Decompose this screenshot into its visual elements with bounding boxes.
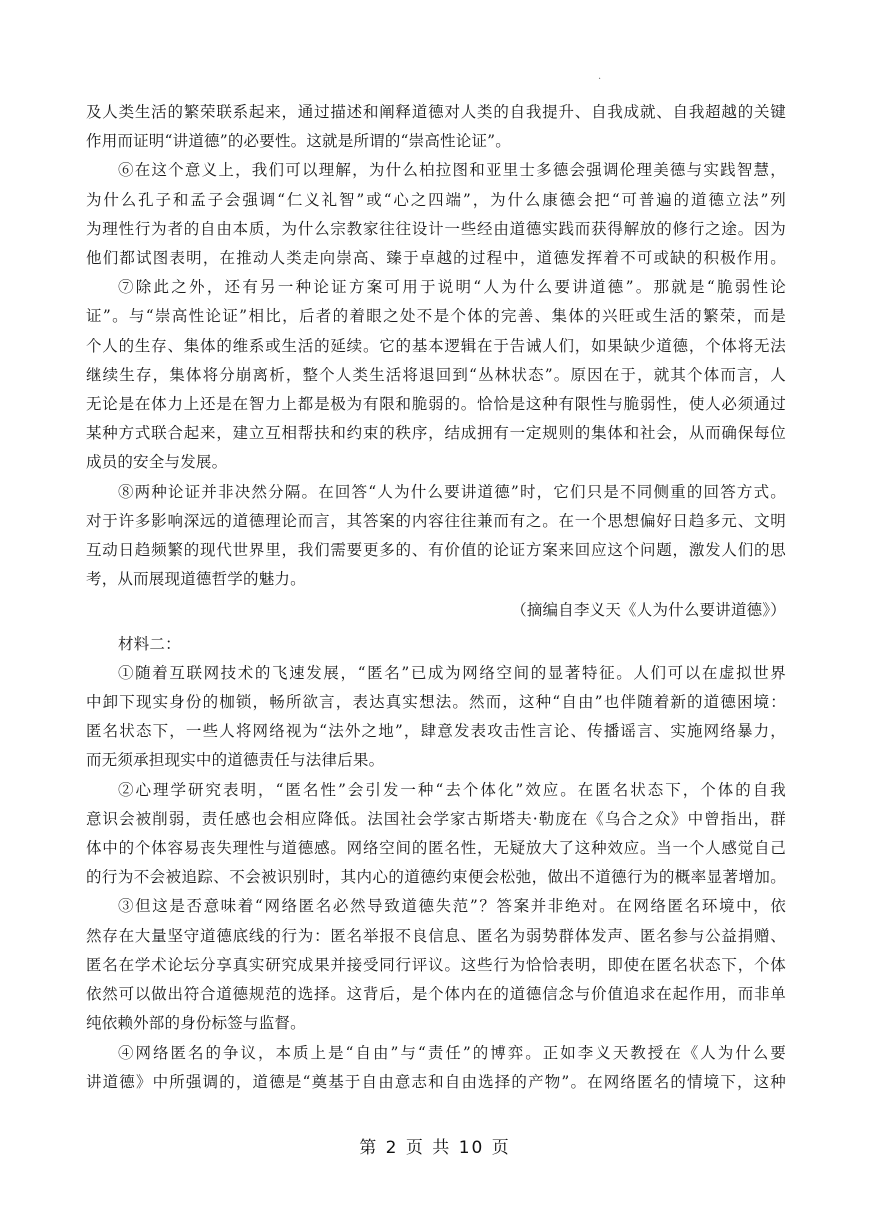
body-text (86, 98, 786, 1097)
text-line: 讲道德》中所强调的，道德是“奠基于自由意志和自由选择的产物”。在网络匿名的情境下，这种 (86, 1072, 786, 1091)
text-line: 互动日趋频繁的现代世界里，我们需要更多的、有价值的论证方案来回应这个问题，激发人们的思 (86, 541, 786, 560)
text-line: ⑦除此之外，还有另一种论证方案可用于说明“人为什么要讲道德”。那就是“脆弱性论 (118, 278, 786, 297)
text-line: 中卸下现实身份的枷锁，畅所欲言，表达真实想法。然而，这种“自由”也伴随着新的道德困境： (86, 693, 786, 712)
text-line: 为理性行为者的自由本质，为什么宗教家往往设计一些经由道德实践而获得解放的修行之途。因为 (86, 219, 786, 238)
text-line: 及人类生活的繁荣联系起来，通过描述和阐释道德对人类的自我提升、自我成就、自我超越的关键 (86, 103, 786, 121)
text-line: 意识会被削弱，责任感也会相应降低。法国社会学家古斯塔夫·勒庞在《乌合之众》中曾指出，群 (86, 809, 786, 828)
text-line: 匿名状态下，一些人将网络视为“法外之地”，肆意发表攻击性言论、传播谣言、实施网络暴力， (86, 722, 786, 741)
text-line: 成员的安全与发展。 (86, 453, 228, 472)
text-line: 无论是在体力上还是在智力上都是极为有限和脆弱的。恰恰是这种有限性与脆弱性，使人必须通过 (86, 395, 786, 414)
text-line: ①随着互联网技术的飞速发展，“匿名”已成为网络空间的显著特征。人们可以在虚拟世界 (118, 663, 786, 682)
text-line: 作用而证明“讲道德”的必要性。这就是所谓的“崇高性论证”。 (86, 132, 511, 151)
text-line: 证”。与“崇高性论证”相比，后者的着眼之处不是个体的完善、集体的兴旺或生活的繁荣，而是 (86, 307, 786, 326)
text-line: 对于许多影响深远的道德理论而言，其答案的内容往往兼而有之。在一个思想偏好日趋多元、文明 (86, 511, 786, 530)
text-line: 而无须承担现实中的道德责任与法律后果。 (86, 751, 385, 770)
text-line: 考，从而展现道德哲学的魅力。 (86, 570, 306, 589)
text-line: 体中的个体容易丧失理性与道德感。网络空间的匿名性，无疑放大了这种效应。当一个人感觉自己 (86, 839, 786, 858)
text-line: ⑥在这个意义上，我们可以理解，为什么柏拉图和亚里士多德会强调伦理美德与实践智慧， (118, 161, 786, 180)
text-line: ③但这是否意味着“网络匿名必然导致道德失范”？答案并非绝对。在网络匿名环境中，依 (118, 897, 786, 916)
text-line: ④网络匿名的争议，本质上是“自由”与“责任”的博弈。正如李义天教授在《人为什么要 (118, 1043, 786, 1062)
text-line: 的行为不会被追踪、不会被识别时，其内心的道德约束便会松弛，做出不道德行为的概率显著增加。 (86, 868, 786, 887)
text-line: 为什么孔子和孟子会强调“仁义礼智”或“心之四端”，为什么康德会把“可普遍的道德立法”列 (86, 190, 786, 209)
text-line: 继续生存，集体将分崩离析，整个人类生活将退回到“丛林状态”。原因在于，就其个体而言，人 (86, 365, 786, 384)
text-line: 个人的生存、集体的维系或生活的延续。它的基本逻辑在于告诫人们，如果缺少道德，个体将无法 (86, 336, 786, 355)
text-line: 某种方式联合起来，建立互相帮扶和约束的秩序，结成拥有一定规则的集体和社会，从而确保每位 (86, 424, 786, 443)
text-line: ②心理学研究表明，“匿名性”会引发一种“去个体化”效应。在匿名状态下，个体的自我 (118, 780, 786, 799)
text-line: 他们都试图表明，在推动人类走向崇高、臻于卓越的过程中，道德发挥着不可或缺的积极作用。 (86, 249, 786, 268)
page-footer: 第 2 页 共 10 页 (359, 1138, 511, 1158)
page-mark: · (598, 74, 602, 85)
text-line: 纯依赖外部的身份标签与监督。 (86, 1014, 306, 1033)
text-line: 匿名在学术论坛分享真实研究成果并接受同行评议。这些行为恰恰表明，即使在匿名状态下，个体 (86, 955, 786, 974)
source-citation: （摘编自李义天《人为什么要讲道德》） (511, 601, 786, 620)
section-heading: 材料二： (118, 634, 181, 653)
text-line: 然存在大量坚守道德底线的行为：匿名举报不良信息、匿名为弱势群体发声、匿名参与公益捐赠、 (86, 926, 786, 945)
text-line: ⑧两种论证并非决然分隔。在回答“人为什么要讲道德”时，它们只是不同侧重的回答方式。 (118, 482, 786, 501)
text-line: 依然可以做出符合道德规范的选择。这背后，是个体内在的道德信念与价值追求在起作用，而非单 (86, 985, 786, 1004)
